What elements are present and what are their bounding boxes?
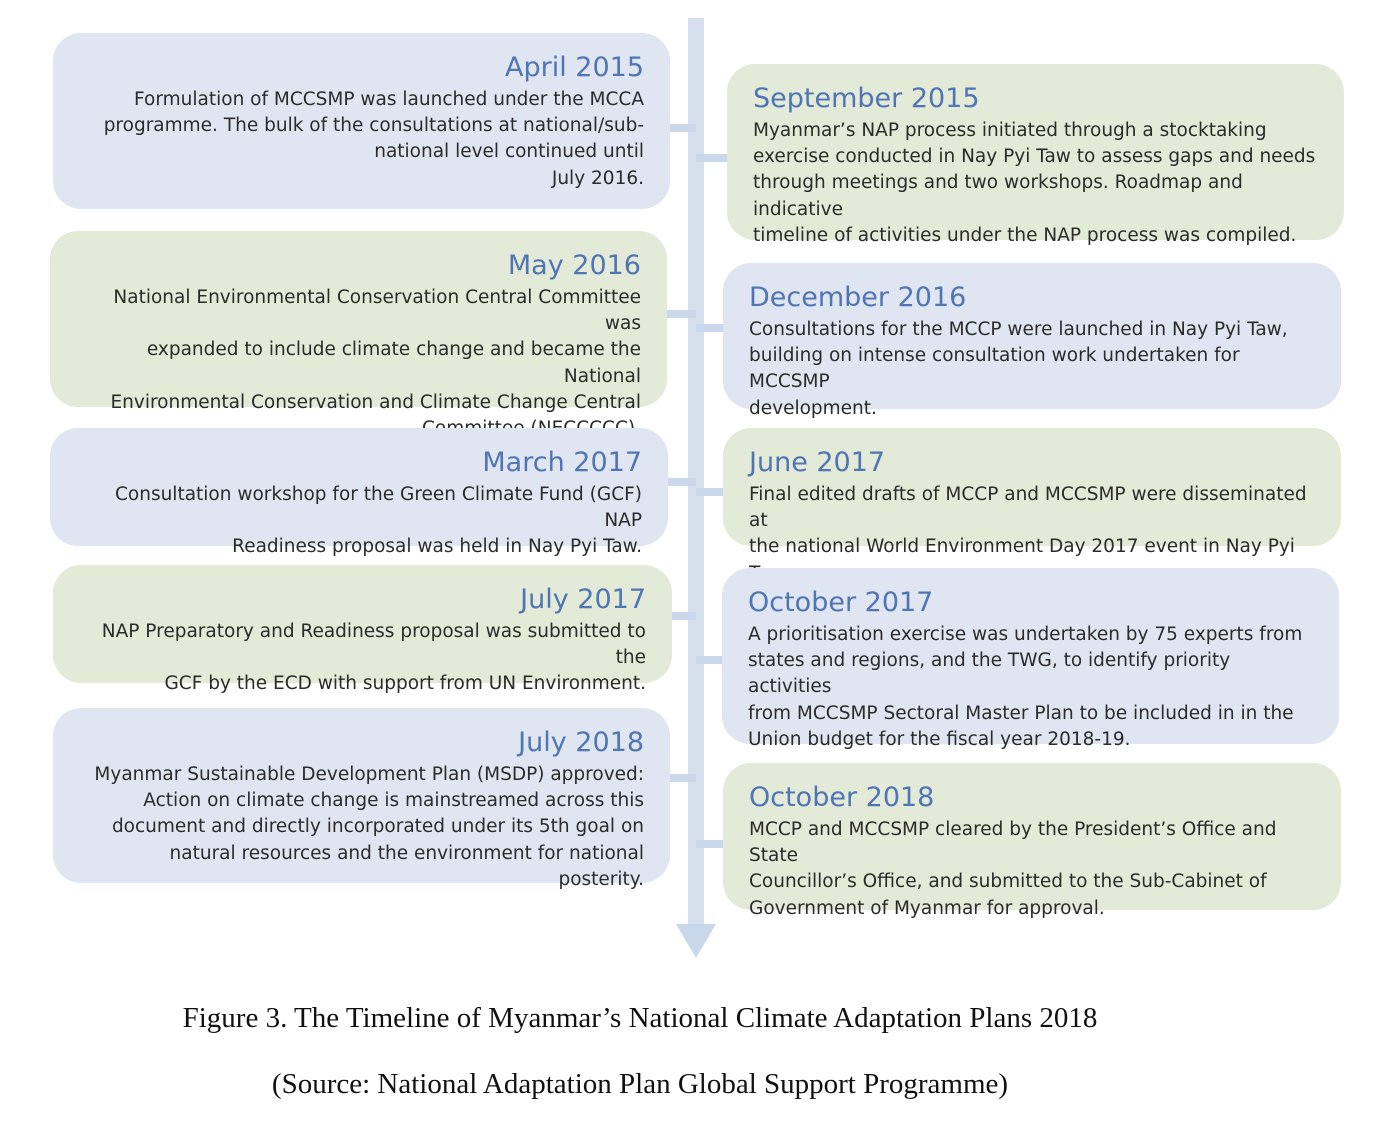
connector-tick xyxy=(696,840,724,848)
timeline-event-october-2017 xyxy=(722,568,1339,750)
event-description: Final edited drafts of MCCP and MCCSMP were disseminated at the national World Environment Day 2017 event in Nay Pyi xyxy=(749,484,1307,558)
event-description: Formulation of MCCSMP was launched under the MCCA programme. The bulk of the consultations at national/sub- national level continued until July 2016. xyxy=(103,89,644,189)
event-description: Consultation workshop for the Green Climate Fund (GCF) NAP Readiness proposal was held in Nay Pyi Taw. xyxy=(114,484,642,558)
connector-tick xyxy=(666,478,696,486)
connector-tick xyxy=(670,774,696,782)
timeline-event-july-2018 xyxy=(53,708,670,890)
event-description: MCCP and MCCSMP cleared by the President’s Office and State Councillor’s Office, and submitted to the Sub-Cabinet of Government of Myanmar for approval. xyxy=(749,819,1277,919)
event-date: December 2016 xyxy=(749,282,967,313)
connector-tick xyxy=(668,124,696,132)
connector-tick xyxy=(696,656,722,664)
event-date: March 2017 xyxy=(482,447,642,478)
connector-tick xyxy=(666,310,696,318)
event-date: July 2018 xyxy=(518,727,644,758)
event-date: June 2017 xyxy=(749,447,886,478)
timeline-event-july-2017 xyxy=(53,565,672,695)
event-date: July 2017 xyxy=(520,584,646,615)
event-date: May 2016 xyxy=(507,250,641,281)
event-date: October 2017 xyxy=(748,587,934,618)
event-description: A prioritisation exercise was undertaken by 75 experts from states and regions, and the TWG, to identify priority activities from MCCSMP Sectoral Master Plan to be included in in the Union budget for the fiscal year 2018-19. xyxy=(748,624,1303,750)
connector-tick xyxy=(696,154,728,162)
timeline-event-october-2018 xyxy=(723,763,1341,919)
connector-tick xyxy=(696,488,724,496)
timeline-event-september-2015 xyxy=(727,64,1344,246)
event-description: Myanmar’s NAP process initiated through a stocktaking exercise conducted in Nay Pyi Taw to assess gaps and needs through meetings and two workshops. Roadmap and indicative timeline of activities under the NAP process was compiled. xyxy=(753,120,1316,246)
timeline-arrow-icon xyxy=(676,924,716,958)
event-date: April 2015 xyxy=(504,52,644,83)
figure-source: (Source: National Adaptation Plan Global Support Programme) xyxy=(271,1068,1009,1100)
connector-tick xyxy=(696,324,724,332)
timeline-event-december-2016 xyxy=(723,263,1341,419)
timeline-event-april-2015 xyxy=(53,33,670,209)
event-date: September 2015 xyxy=(753,83,980,114)
event-description: Consultations for the MCCP were launched in Nay Pyi Taw, building on intense consultation work undertaken for MCCSMP development. xyxy=(749,319,1288,419)
connector-tick xyxy=(670,612,696,620)
timeline-event-may-2016 xyxy=(50,231,667,413)
event-date: October 2018 xyxy=(749,782,935,813)
figure-caption: Figure 3. The Timeline of Myanmar’s National Climate Adaptation Plans 2018 xyxy=(182,1002,1098,1034)
timeline-event-march-2017 xyxy=(50,428,668,558)
event-description: Myanmar Sustainable Development Plan (MSDP) approved: Action on climate change is mainstreamed across this document and directly incorporated under its 5th goal on natural resources and the environment for national posterity. xyxy=(94,764,644,890)
event-description: National Environmental Conservation Central Committee was expanded to include climate change and became the National Environmental Conservation and Climate Change Central xyxy=(110,287,641,413)
event-description: NAP Preparatory and Readiness proposal was submitted to the GCF by the ECD with support from UN Environment. xyxy=(101,621,646,695)
timeline-event-june-2017 xyxy=(723,428,1341,558)
